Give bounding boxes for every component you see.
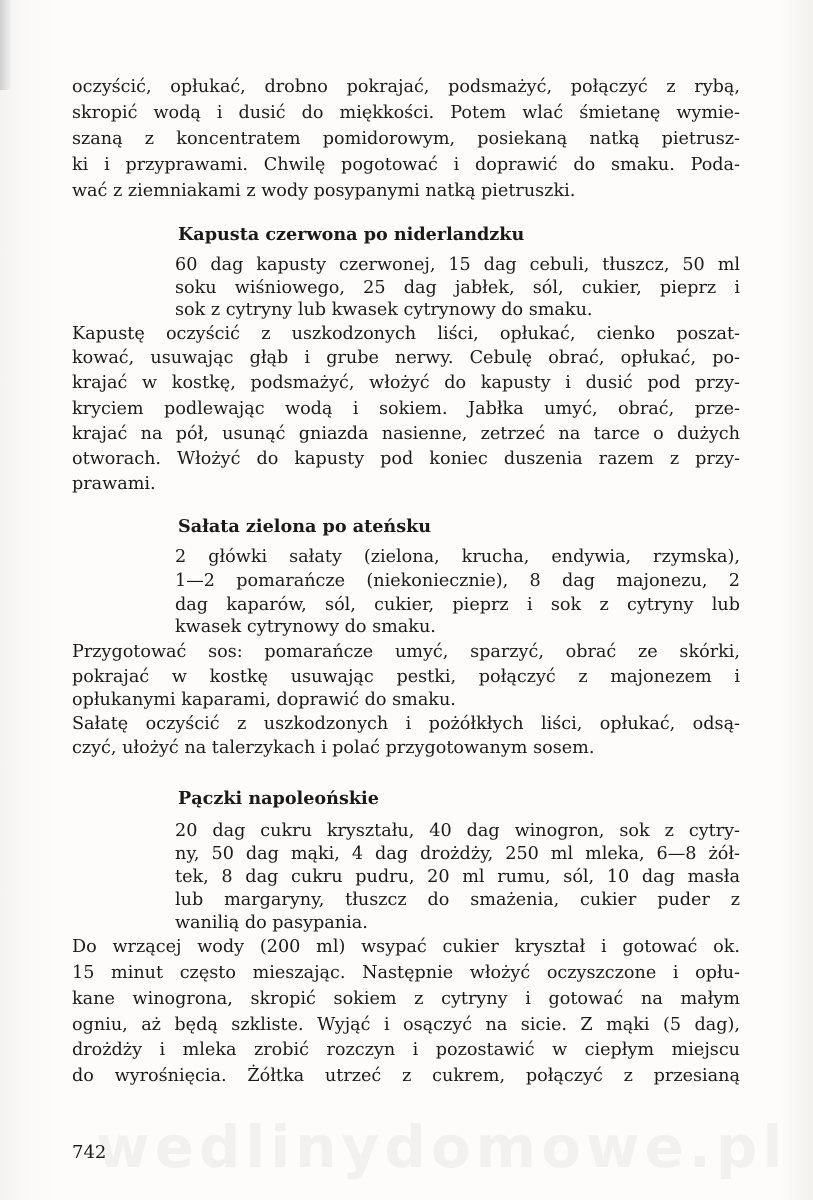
method-line: krajać na pół, usunąć gniazda nasienne, zetrzeć na tarce o dużych [72,424,740,444]
method-line: do wyrośnięcia. Żółtka utrzeć z cukrem, połączyć z przesianą [72,1066,740,1086]
method-line: kować, usuwając głąb i grube nerwy. Cebulę obrać, opłukać, po- [72,348,740,368]
ingredient-line: 1—2 pomarańcze (niekoniecznie), 8 dag majonezu, 2 [175,571,740,591]
ingredient-line: 60 dag kapusty czerwonej, 15 dag cebuli, tłuszcz, 50 ml [175,255,740,275]
ingredient-line: soku wiśniowego, 25 dag jabłek, sól, cukier, pieprz i [175,278,740,298]
page-edge-shadow [0,0,12,90]
recipe-title: Sałata zielona po ateńsku [178,516,432,537]
method-line: Sałatę oczyścić z uszkodzonych i pożółkłych liści, opłukać, odsą- [72,714,740,734]
method-line: otworach. Włożyć do kapusty pod koniec duszenia razem z przy- [72,449,740,469]
intro-line: ki i przyprawami. Chwilę pogotować i doprawić do smaku. Poda- [72,155,740,175]
ingredient-line: 20 dag cukru kryształu, 40 dag winogron, sok z cytry- [175,821,740,841]
method-line: czyć, ułożyć na talerzykach i polać przygotowanym sosem. [72,738,595,758]
intro-line: oczyścić, opłukać, drobno pokrajać, podsmażyć, połączyć z rybą, [72,77,740,97]
intro-line: szaną z koncentratem pomidorowym, posiekaną natką pietrusz- [72,129,740,149]
intro-line: skropić wodą i dusić do miękkości. Potem wlać śmietanę wymie- [72,103,740,123]
method-line: krajać w kostkę, podsmażyć, włożyć do kapusty i dusić pod przy- [72,373,740,393]
method-line: Przygotować sos: pomarańcze umyć, sparzyć, obrać ze skórki, [72,642,740,662]
ingredient-line: dag kaparów, sól, cukier, pieprz i sok z cytryny lub [175,595,740,615]
intro-line: wać z ziemniakami z wody posypanymi natką pietruszki. [72,181,576,201]
ingredient-line: sok z cytryny lub kwasek cytrynowy do smaku. [175,300,593,320]
ingredient-line: lub margaryny, tłuszcz do smażenia, cukier puder z [175,890,740,910]
method-line: kane winogrona, skropić sokiem z cytryny i gotować na małym [72,989,740,1009]
method-line: pokrajać w kostkę usuwając pestki, połączyć z majonezem i [72,667,740,687]
method-line: Kapustę oczyścić z uszkodzonych liści, opłukać, cienko poszat- [72,324,740,344]
method-line: kryciem podlewając wodą i sokiem. Jabłka umyć, obrać, prze- [72,399,740,419]
watermark [96,1112,716,1182]
method-line: 15 minut często mieszając. Następnie włożyć oczyszczone i opłu- [72,963,740,983]
ingredient-line: tek, 8 dag cukru pudru, 20 ml rumu, sól, 10 dag masła [175,867,740,887]
method-line: drożdży i mleka zrobić rozczyn i pozostawić w ciepłym miejscu [72,1040,740,1060]
recipe-title: Kapusta czerwona po niderlandzku [178,224,525,245]
ingredient-line: wanilią do pasypania. [175,913,368,933]
method-line: Do wrzącej wody (200 ml) wsypać cukier kryształ i gotować ok. [72,937,740,957]
method-line: ogniu, aż będą szkliste. Wyjąć i osączyć na sicie. Z mąki (5 dag), [72,1015,740,1035]
recipe-title: Pączki napoleońskie [178,788,379,809]
method-line: prawami. [72,474,156,494]
ingredient-line: 2 główki sałaty (zielona, krucha, endywia, rzymska), [175,547,740,567]
page-number: 742 [72,1142,107,1163]
method-line: opłukanymi kaparami, doprawić do smaku. [72,690,456,710]
ingredient-line: kwasek cytrynowy do smaku. [175,617,436,637]
ingredient-line: ny, 50 dag mąki, 4 dag drożdży, 250 ml mleka, 6—8 żół- [175,844,740,864]
